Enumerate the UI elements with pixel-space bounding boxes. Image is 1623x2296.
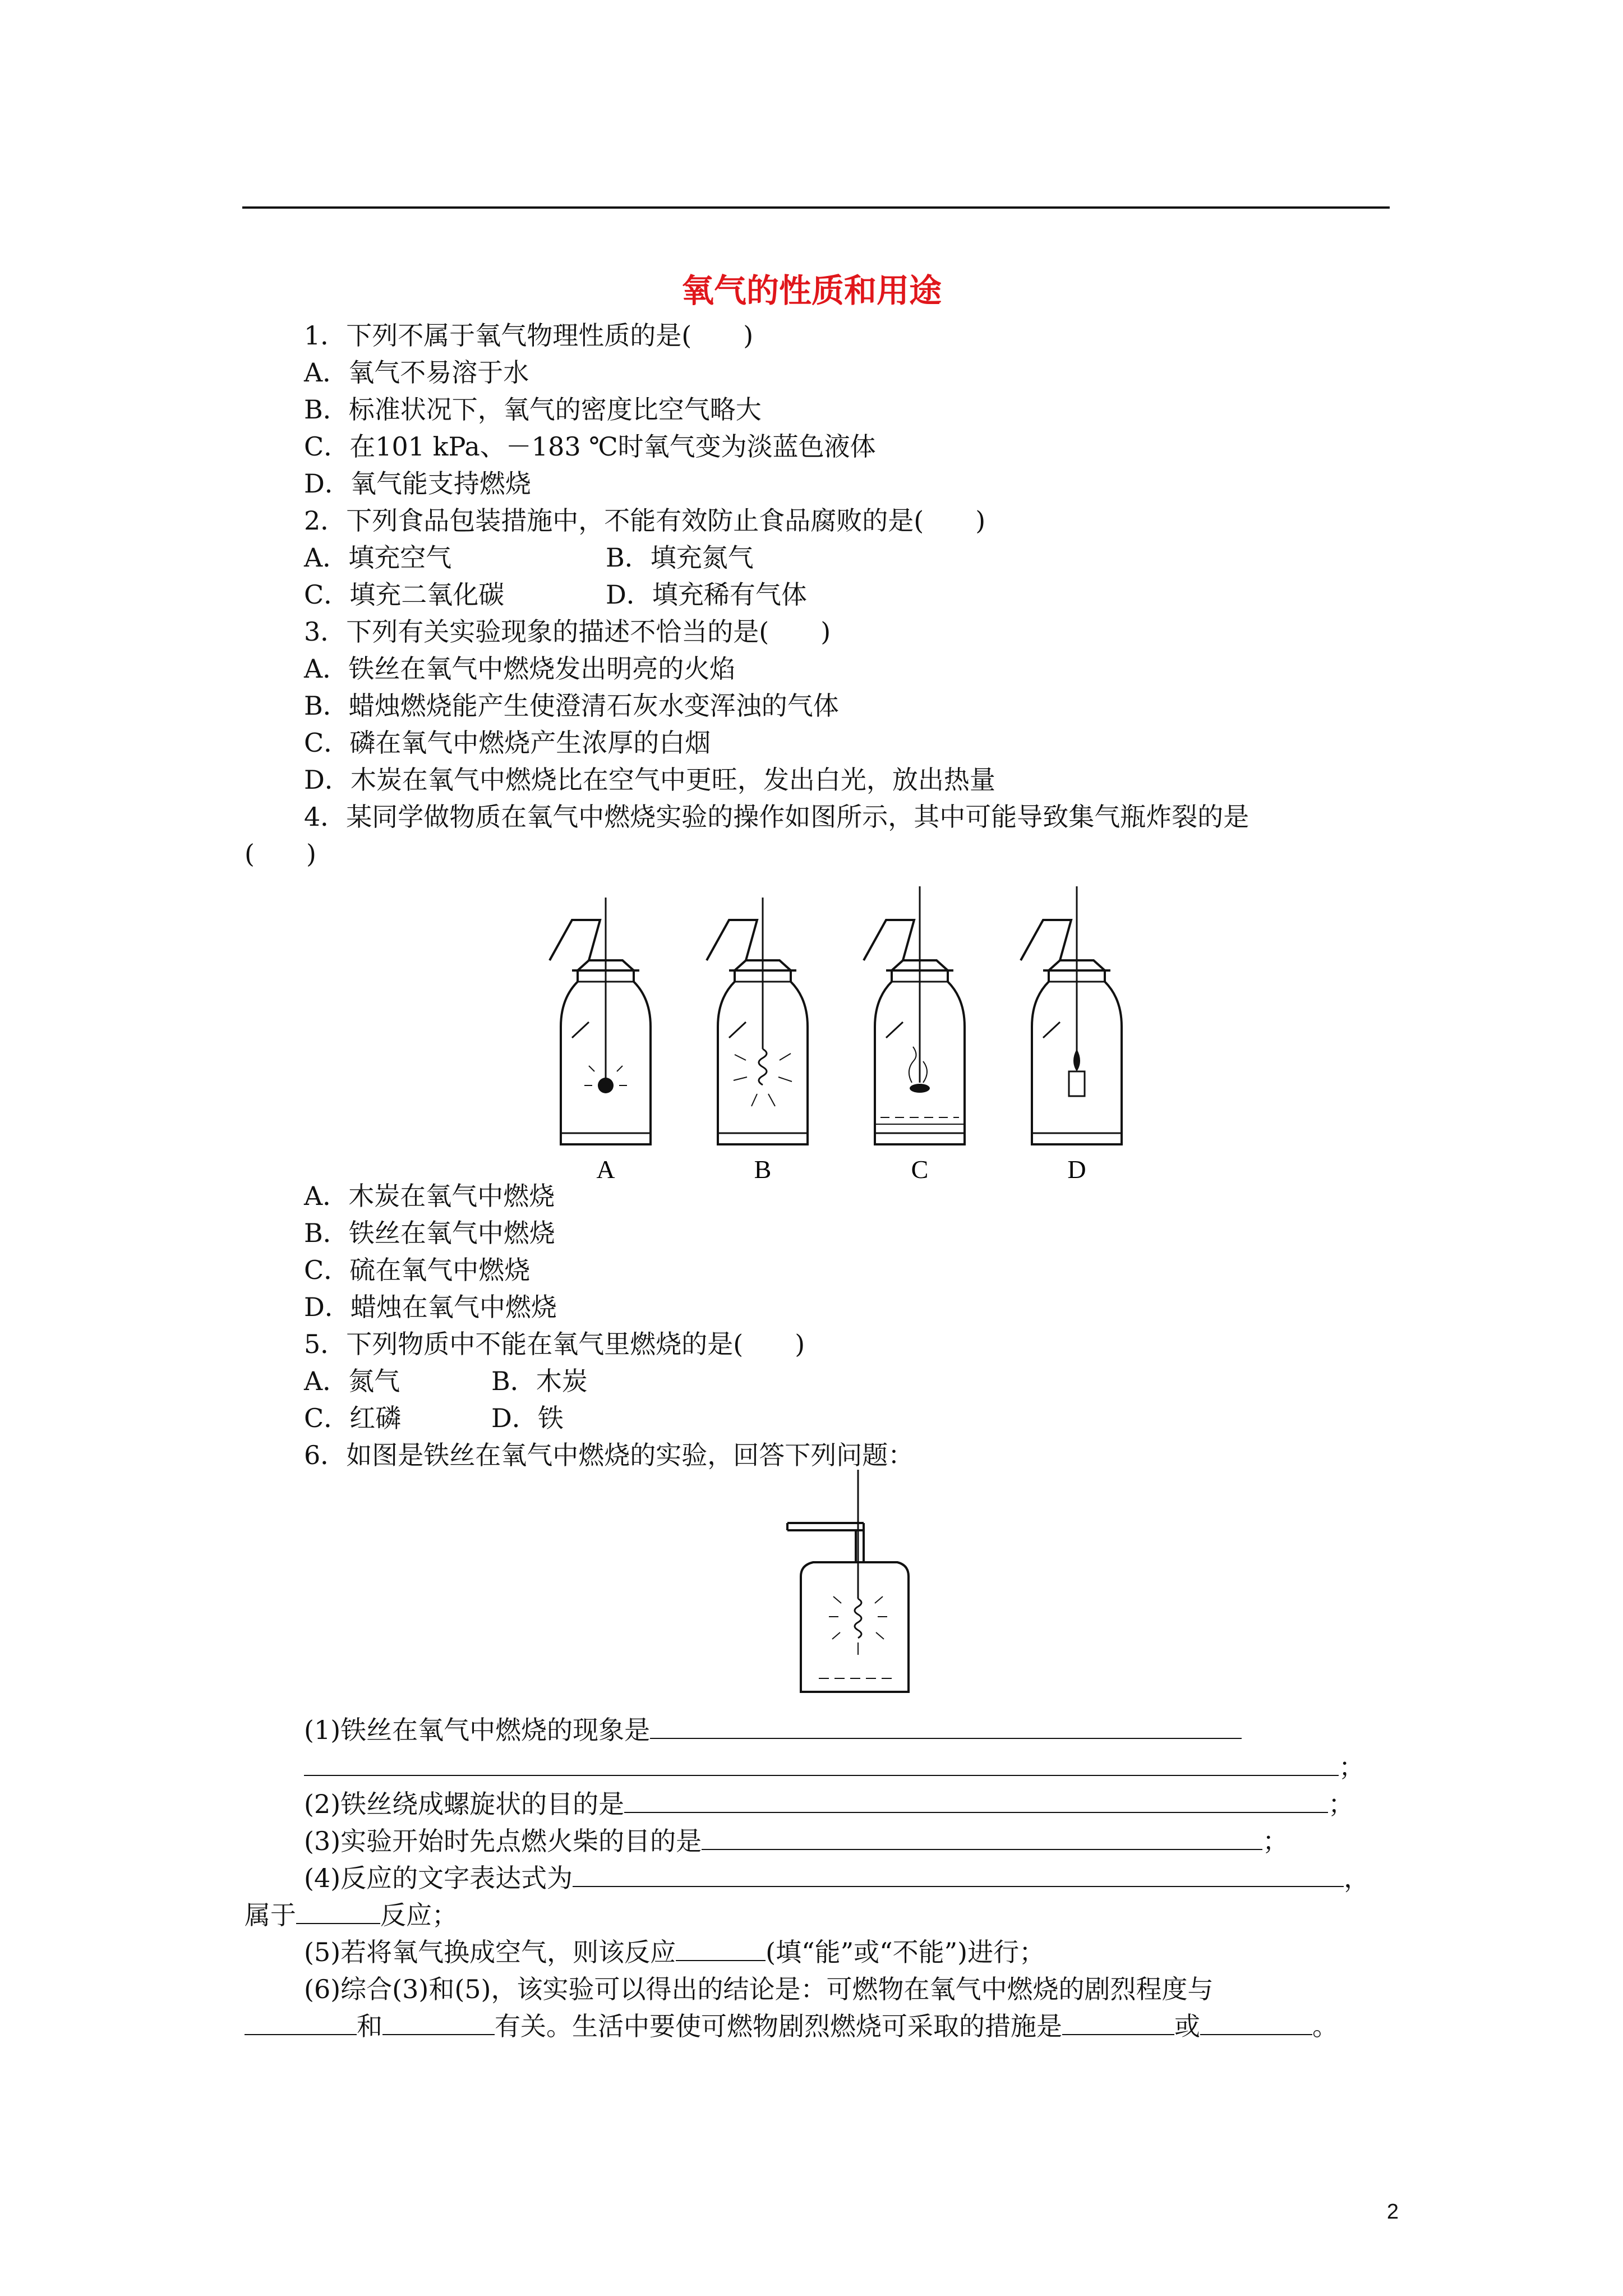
jar-b — [707, 898, 808, 1144]
q5-option-c: C．红磷 — [304, 1403, 402, 1433]
q1-option-a: A．氧气不易溶于水 — [304, 357, 529, 388]
q5-option-a: A．氮气 — [304, 1366, 400, 1396]
q6-part1: (1)铁丝在氧气中燃烧的现象是 — [304, 1712, 1242, 1748]
q3-option-b: B．蜡烛燃烧能产生使澄清石灰水变浑浊的气体 — [304, 691, 839, 721]
q1-option-d: D．氧气能支持燃烧 — [304, 468, 531, 499]
q6-part1-line2: ； — [304, 1749, 1364, 1785]
header-rule — [242, 206, 1390, 209]
page-number: 2 — [1386, 2200, 1399, 2224]
q6-part6: (6)综合(3)和(5)，该实验可以得出的结论是：可燃物在氧气中燃烧的剧烈程度与 — [304, 1974, 1214, 2004]
q3-option-d: D．木炭在氧气中燃烧比在空气中更旺，发出白光，放出热量 — [304, 765, 995, 795]
q6-part3: (3)实验开始时先点燃火柴的目的是 ； — [304, 1823, 1288, 1859]
q6-part4-line2: 属于 反应； — [245, 1897, 458, 1933]
q6-part6-line2: 和 有关。生活中要使可燃物剧烈燃烧可采取的措施是 或 。 — [245, 2008, 1338, 2044]
q2-option-a: A．填充空气 — [304, 542, 452, 573]
q6-figure — [780, 1470, 925, 1705]
fig-label-d: D — [1067, 1155, 1086, 1184]
q6-part4: (4)反应的文字表达式为 ， — [304, 1860, 1370, 1896]
q4-option-b: B．铁丝在氧气中燃烧 — [304, 1218, 555, 1248]
q3-option-a: A．铁丝在氧气中燃烧发出明亮的火焰 — [304, 654, 736, 684]
q3-option-c: C．磷在氧气中燃烧产生浓厚的白烟 — [304, 728, 711, 758]
q1-stem: 1．下列不属于氧气物理性质的是( ) — [304, 320, 754, 351]
q5-stem: 5．下列物质中不能在氧气里燃烧的是( ) — [304, 1329, 805, 1359]
fig-label-a: A — [596, 1155, 615, 1184]
q4-option-a: A．木炭在氧气中燃烧 — [304, 1181, 555, 1211]
page-title: 氧气的性质和用途 — [681, 272, 942, 310]
q4-answer-paren: ( ) — [245, 839, 316, 869]
fig-label-b: B — [754, 1155, 772, 1184]
q4-option-d: D．蜡烛在氧气中燃烧 — [304, 1292, 557, 1322]
q6-stem: 6．如图是铁丝在氧气中燃烧的实验，回答下列问题： — [304, 1440, 914, 1470]
q3-stem: 3．下列有关实验现象的描述不恰当的是( ) — [304, 616, 831, 647]
q1-option-c: C．在101 kPa、－183 ℃时氧气变为淡蓝色液体 — [304, 431, 876, 462]
q4-stem: 4．某同学做物质在氧气中燃烧实验的操作如图所示，其中可能导致集气瓶炸裂的是 — [304, 802, 1249, 832]
jar-a — [550, 898, 651, 1144]
q6-part2: (2)铁丝绕成螺旋状的目的是 ； — [304, 1786, 1354, 1822]
q4-figure — [538, 875, 1155, 1189]
q2-option-b: B．填充氮气 — [606, 542, 754, 573]
q5-option-d: D．铁 — [491, 1403, 564, 1433]
jar-c — [864, 886, 965, 1144]
q1-option-b: B．标准状况下，氧气的密度比空气略大 — [304, 394, 762, 425]
q2-stem: 2．下列食品包装措施中，不能有效防止食品腐败的是( ) — [304, 505, 986, 536]
q6-part5: (5)若将氧气换成空气，则该反应 (填“能”或“不能”)进行； — [304, 1934, 1045, 1970]
q2-option-c: C．填充二氧化碳 — [304, 579, 505, 610]
q5-option-b: B．木炭 — [491, 1366, 588, 1396]
q4-option-c: C．硫在氧气中燃烧 — [304, 1255, 531, 1285]
q2-option-d: D．填充稀有气体 — [606, 579, 807, 610]
jar-d — [1021, 886, 1122, 1144]
fig-label-c: C — [911, 1155, 929, 1184]
